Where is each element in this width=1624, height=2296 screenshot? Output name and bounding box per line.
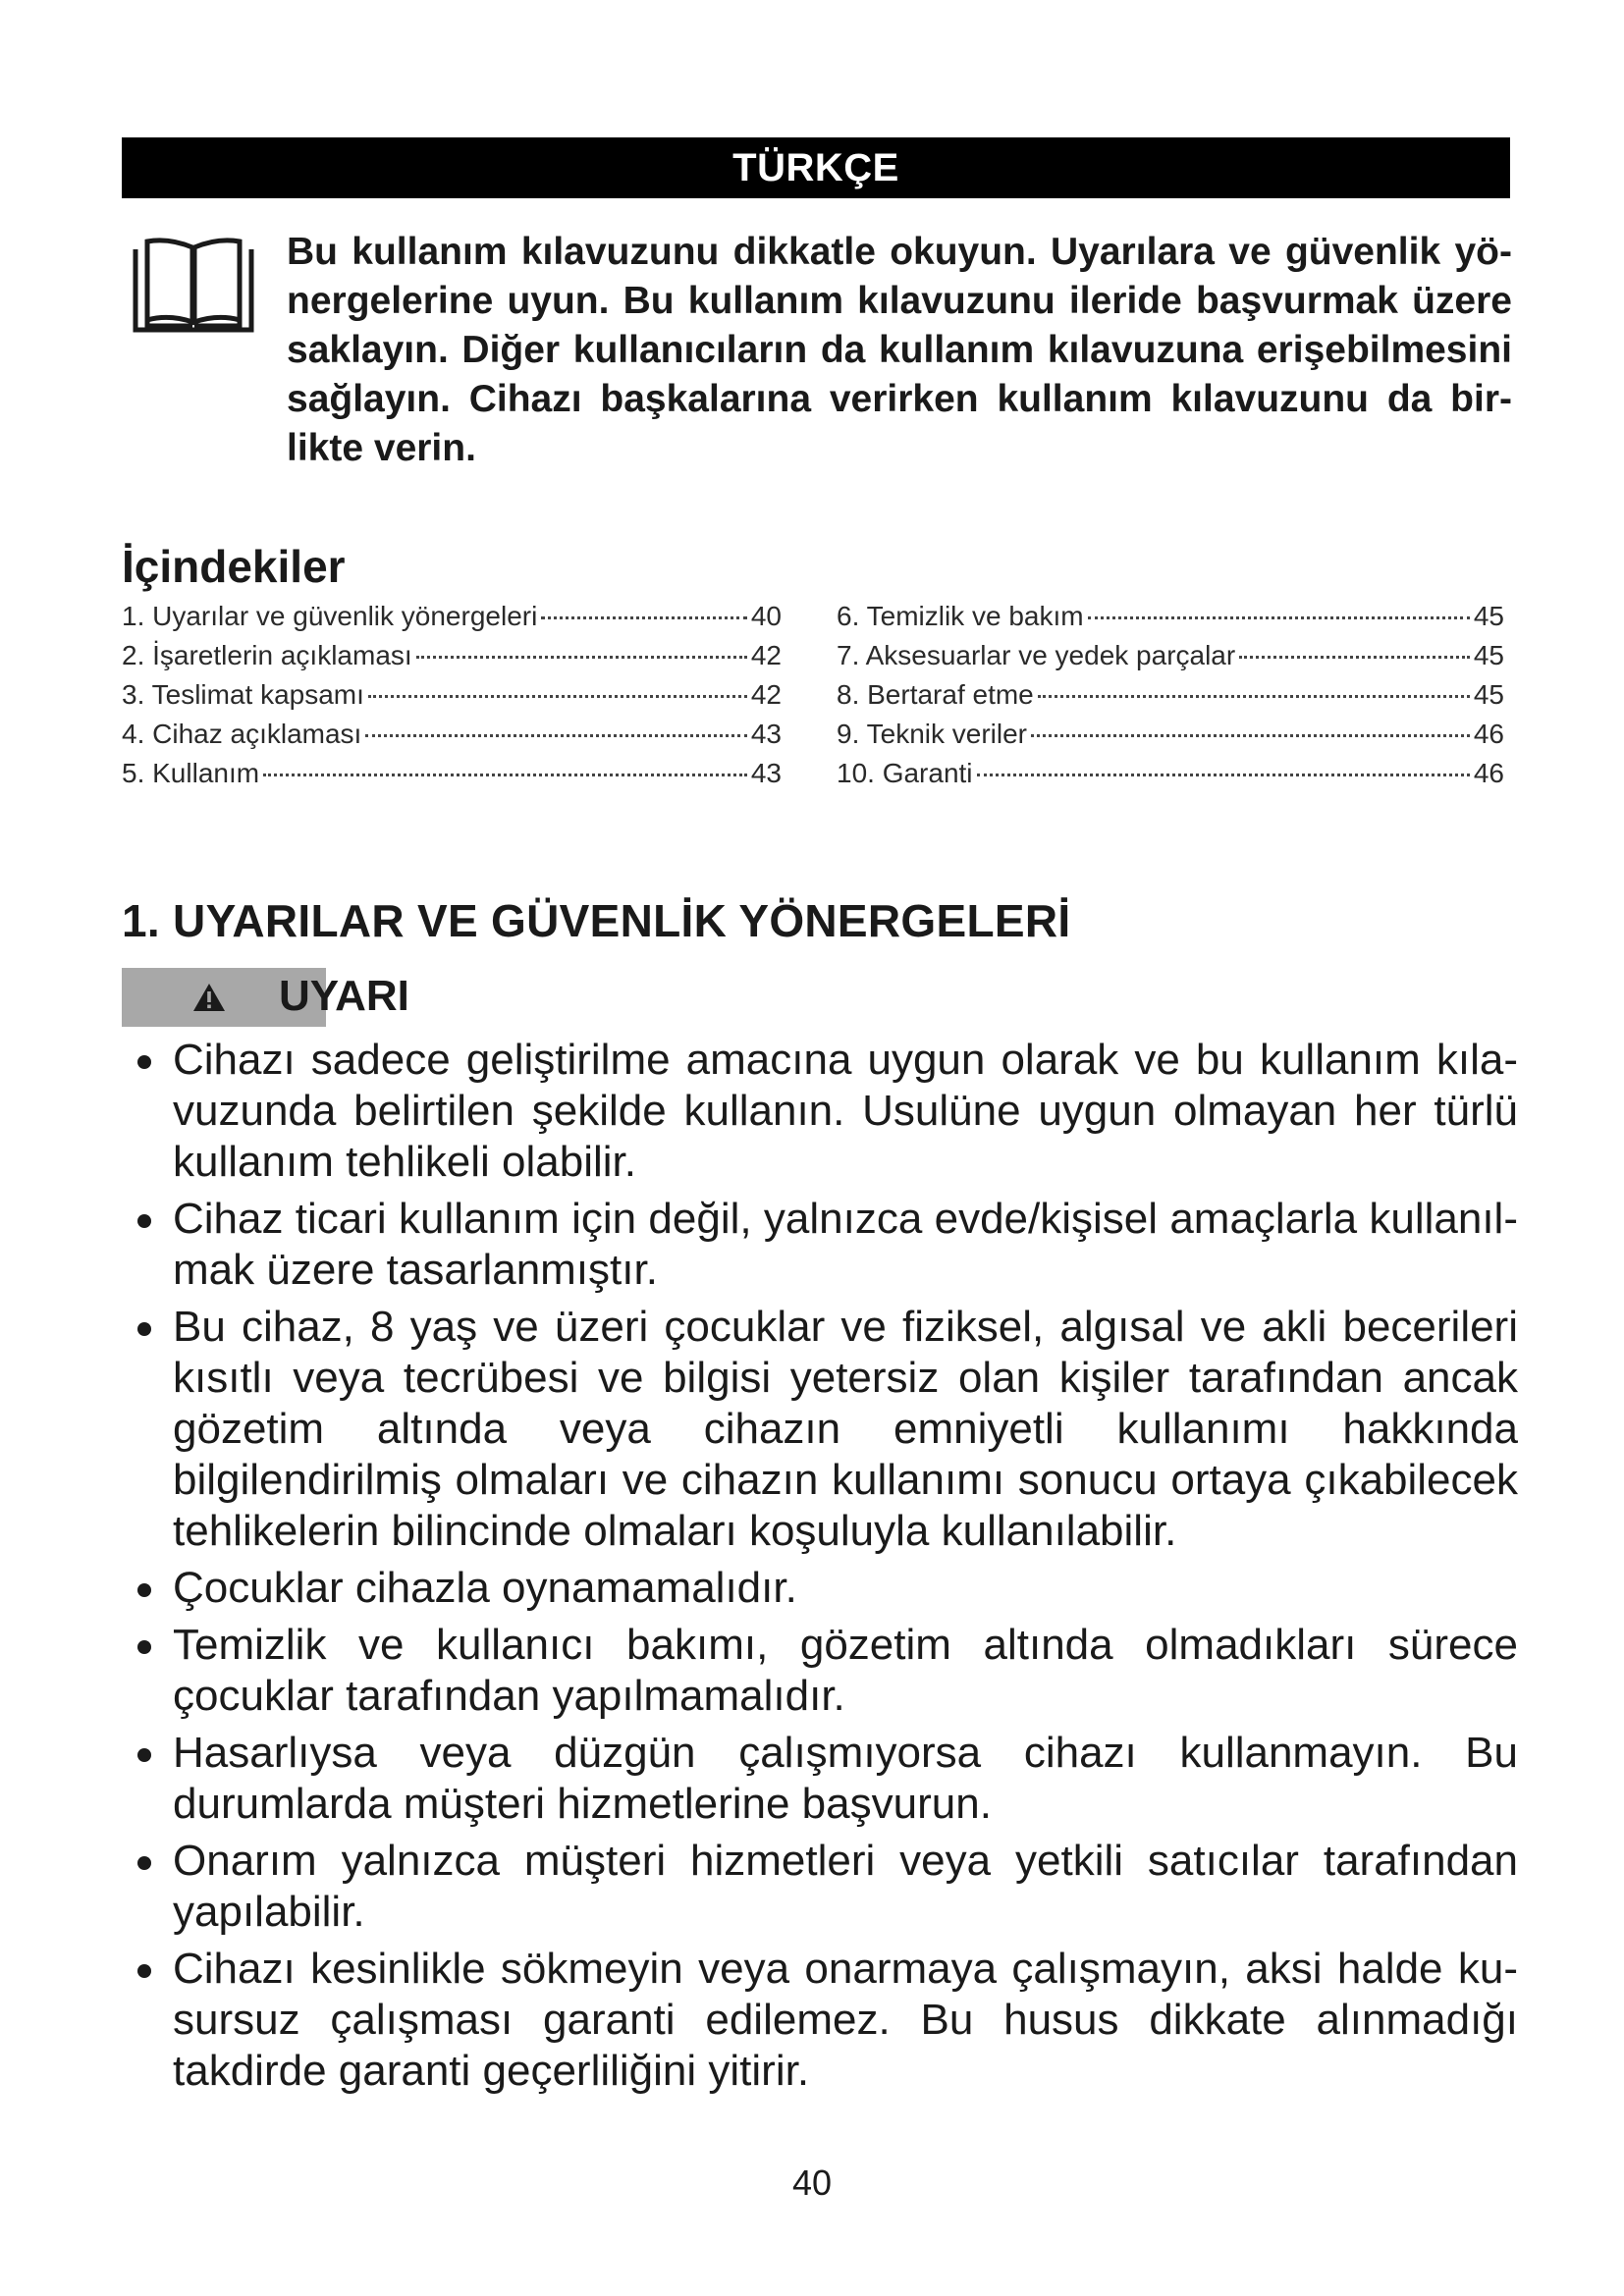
toc-entry-label: 8. Bertaraf etme — [837, 679, 1034, 710]
bullet-icon — [137, 1583, 151, 1597]
list-item — [130, 1944, 1518, 2097]
bullet-text: Temizlik ve kullanıcı bakımı, gözetim altında olmadıkları sürece çocuklar tarafından yapılmamalıdır. — [173, 1621, 1518, 1720]
language-header: TÜRKÇE — [122, 137, 1510, 198]
toc-leader-dots — [263, 774, 747, 776]
toc-entry-page: 43 — [750, 719, 782, 749]
toc-entry-page: 42 — [750, 640, 782, 670]
toc-entry-label: 10. Garanti — [837, 758, 973, 788]
toc-entry[interactable] — [837, 675, 1504, 715]
toc-entry[interactable] — [122, 754, 782, 793]
toc-entry-label: 3. Teslimat kapsamı — [122, 679, 364, 710]
toc-entry-page: 42 — [750, 679, 782, 710]
warning-triangle-icon — [192, 983, 226, 1012]
intro-text: Bu kullanım kılavuzunu dikkatle okuyun. Uyarılara ve güvenlik yönergelerine uyun. Bu kullanım kılavuzunu ileride başvurmak üzere saklayın. Diğer kullanıcıların da kullanım kılavuzuna erişebilmesini sağlayın. Cihazı başkalarına verirken kullanım kılavuzunu da birlikte verin. — [287, 231, 1512, 469]
toc-leader-dots — [1031, 734, 1470, 737]
toc-entry-page: 45 — [1473, 601, 1504, 631]
toc-entry[interactable] — [122, 675, 782, 715]
bullet-icon — [137, 1640, 151, 1654]
list-item — [130, 1836, 1518, 1938]
toc-entry-page: 46 — [1473, 758, 1504, 788]
list-item — [130, 1194, 1518, 1296]
toc-leader-dots — [1038, 695, 1470, 698]
toc-entry[interactable] — [122, 597, 782, 636]
list-item — [130, 1620, 1518, 1722]
toc-leader-dots — [368, 695, 747, 698]
toc-entry-label: 1. Uyarılar ve güvenlik yönergeleri — [122, 601, 538, 631]
toc-leader-dots — [1239, 656, 1470, 659]
list-item — [130, 1728, 1518, 1830]
toc-leader-dots — [365, 734, 747, 737]
bullet-text: Çocuklar cihazla oynamamalıdır. — [173, 1564, 797, 1612]
open-book-icon — [130, 236, 257, 338]
bullet-text: Bu cihaz, 8 yaş ve üzeri çocuklar ve fiziksel, algısal ve akli becerileri kısıtlı veya tecrübesi ve bilgisi yetersiz olan kişiler tarafından ancak gözetim altında veya cihazın emniyetli kullanımı hakkında bilgilendirilmiş olmaları ve cihazın kullanımı sonucu ortaya çıkabilecek tehlikelerin bilincinde olmaları koşuluyla kullanılabilir. — [173, 1303, 1518, 1555]
bullet-text: Onarım yalnızca müşteri hizmetleri veya yetkili satıcılar tarafından yapılabilir. — [173, 1837, 1518, 1936]
toc-entry-page: 40 — [750, 601, 782, 631]
toc-entry-label: 2. İşaretlerin açıklaması — [122, 640, 412, 670]
list-item — [130, 1302, 1518, 1557]
toc-leader-dots — [977, 774, 1470, 776]
toc-entry[interactable] — [837, 754, 1504, 793]
toc-leader-dots — [1088, 616, 1470, 619]
list-item — [130, 1035, 1518, 1188]
toc-entry-page: 46 — [1473, 719, 1504, 749]
section-title: 1. UYARILAR VE GÜVENLİK YÖNERGELERİ — [122, 895, 1071, 946]
toc-left-column — [122, 597, 782, 793]
toc-entry-page: 43 — [750, 758, 782, 788]
bullet-icon — [137, 1748, 151, 1762]
toc-entry-page: 45 — [1473, 640, 1504, 670]
toc-entry[interactable] — [122, 715, 782, 754]
bullet-text: Cihaz ticari kullanım için değil, yalnızca evde/kişisel amaçlarla kullanılmak üzere tasarlanmıştır. — [173, 1195, 1518, 1294]
toc-entry-label: 6. Temizlik ve bakım — [837, 601, 1084, 631]
toc-leader-dots — [541, 616, 747, 619]
list-item — [130, 1563, 1518, 1614]
toc-right-column — [837, 597, 1504, 793]
toc-leader-dots — [416, 656, 747, 659]
toc-entry-label: 4. Cihaz açıklaması — [122, 719, 362, 749]
toc-entry-page: 45 — [1473, 679, 1504, 710]
page-number: 40 — [791, 2163, 833, 2203]
toc-entry-label: 7. Aksesuarlar ve yedek parçalar — [837, 640, 1236, 670]
toc-entry-label: 9. Teknik veriler — [837, 719, 1028, 749]
bullet-icon — [137, 1964, 151, 1978]
bullet-icon — [137, 1214, 151, 1228]
toc-entry-label: 5. Kullanım — [122, 758, 260, 788]
bullet-icon — [137, 1322, 151, 1336]
bullet-text: Hasarlıysa veya düzgün çalışmıyorsa cihazı kullanmayın. Bu durumlarda müşteri hizmetlerine başvurun. — [173, 1729, 1518, 1828]
bullet-text: Cihazı sadece geliştirilme amacına uygun olarak ve bu kullanım kılavuzunda belirtilen şekilde kullanın. Usulüne uygun olmayan her türlü kullanım tehlikeli olabilir. — [173, 1036, 1518, 1186]
warning-label: UYARI — [279, 972, 409, 1020]
bullet-text: Cihazı kesinlikle sökmeyin veya onarmaya çalışmayın, aksi halde kusursuz çalışması garanti edilemez. Bu husus dikkate alınmadığı takdirde garanti geçerliliğini yitirir. — [173, 1945, 1518, 2095]
bullet-icon — [137, 1055, 151, 1069]
toc-title: İçindekiler — [122, 541, 346, 592]
warning-bullet-list — [130, 1035, 1518, 2103]
bullet-icon — [137, 1856, 151, 1870]
toc-entry[interactable] — [837, 715, 1504, 754]
toc-entry[interactable] — [122, 636, 782, 675]
toc-entry[interactable] — [837, 636, 1504, 675]
toc-entry[interactable] — [837, 597, 1504, 636]
